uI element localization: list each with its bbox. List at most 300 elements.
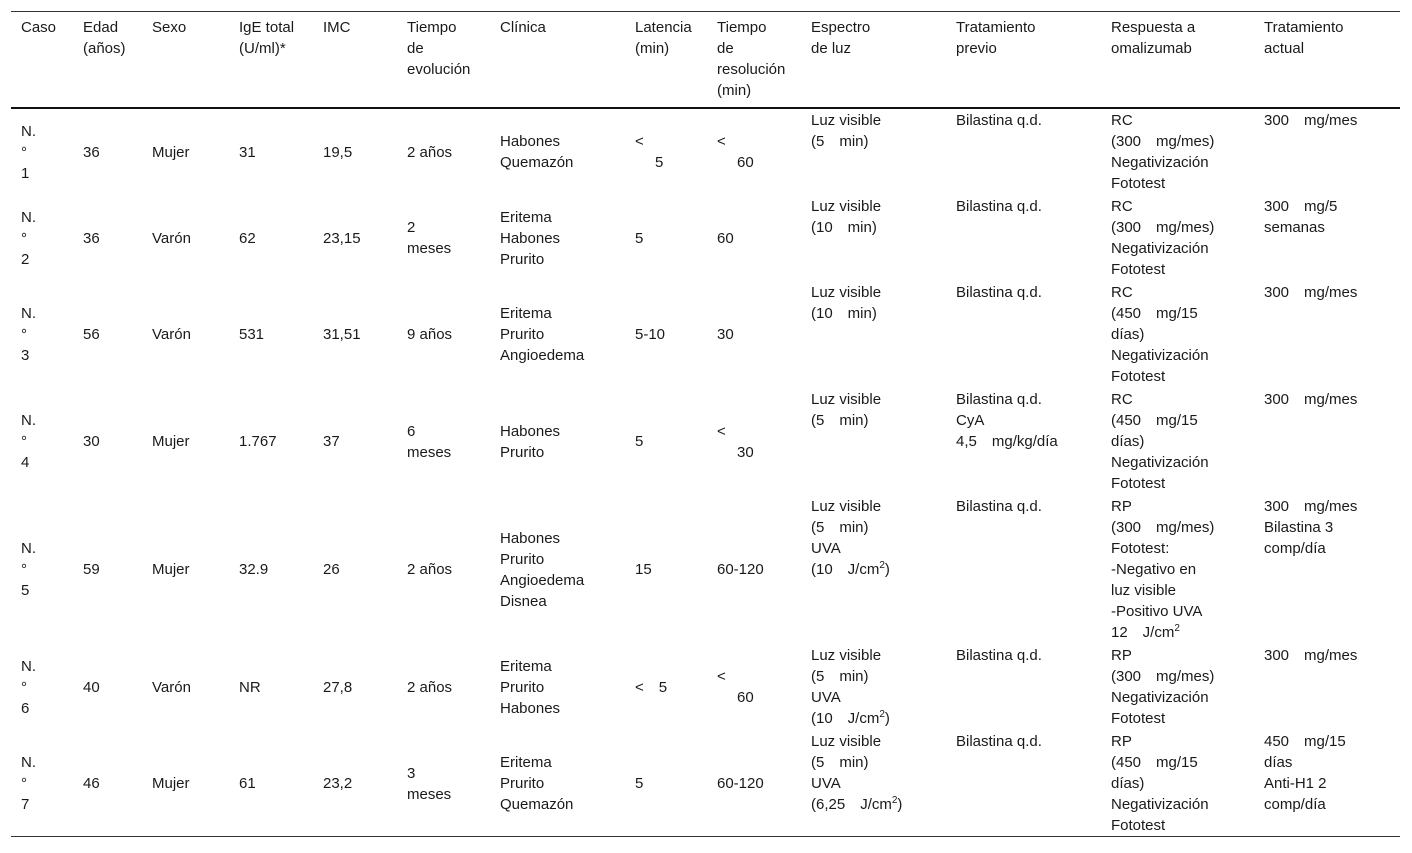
cell-line: RP <box>1111 498 1132 515</box>
cell-line: N. <box>21 657 36 675</box>
cell-line: ° <box>21 143 27 161</box>
cell-line: Fototest <box>1111 817 1166 834</box>
header-tratamiento-actual <box>1254 12 1400 109</box>
cell-line: Eritema <box>500 305 552 322</box>
header-line: (años) <box>83 40 126 57</box>
cell-line: Habones <box>500 529 561 547</box>
cell-resolucion <box>707 388 801 495</box>
cell-line: Bilastina q.d. <box>956 112 1042 129</box>
header-line: Latencia <box>635 19 692 36</box>
cell-line: 12 $J/cm^2$ <box>1111 623 1180 641</box>
header-line: evolución <box>407 61 471 78</box>
cell-line: N. <box>21 305 36 322</box>
cell-ige <box>229 495 313 644</box>
cell-line: Eritema <box>500 657 552 675</box>
cell-edad <box>73 730 142 837</box>
table-row <box>11 495 1400 644</box>
cell-line: Luz visible <box>811 284 882 301</box>
cell-caso <box>11 281 73 388</box>
cell-line: días) <box>1111 775 1145 792</box>
cell-line: Bilastina q.d. <box>956 647 1042 664</box>
header-row <box>11 12 1400 109</box>
cell-line: (10 min) <box>811 219 877 236</box>
cell-sexo <box>142 730 229 837</box>
header-line: de <box>717 40 734 57</box>
cell-caso <box>11 108 73 195</box>
cell-line: (6,25 $J/cm^2$) <box>811 795 903 813</box>
cell-line: comp/día <box>1264 796 1326 813</box>
cell-line: < <box>717 133 726 150</box>
cell-line: RP <box>1111 647 1132 664</box>
cell-resolucion <box>707 730 801 837</box>
cell-line: 2 años <box>407 561 453 578</box>
cell-line: 2 <box>407 219 416 236</box>
cell-line: Negativización <box>1111 689 1209 706</box>
cell-line: Prurito <box>500 678 545 696</box>
cell-latencia <box>625 281 707 388</box>
header-respuesta-omalizumab <box>1101 12 1254 109</box>
cell-line: Angioedema <box>500 571 585 589</box>
cell-previo <box>946 195 1101 281</box>
cell-line: 3 <box>407 764 416 782</box>
cell-line: N. <box>21 122 36 140</box>
cell-resolucion <box>707 108 801 195</box>
cell-actual <box>1254 195 1400 281</box>
cell-line: ° <box>21 433 27 450</box>
cell-latencia <box>625 108 707 195</box>
cell-line: 61 <box>239 775 256 792</box>
cell-line: Prurito <box>500 775 545 792</box>
cell-sexo <box>142 281 229 388</box>
cell-evolucion <box>397 281 490 388</box>
cell-respuesta <box>1101 108 1254 195</box>
cell-line: (450 mg/15 <box>1111 412 1198 429</box>
cell-line: comp/día <box>1264 540 1326 557</box>
cell-evolucion <box>397 388 490 495</box>
cell-line: 27,8 <box>323 678 353 696</box>
cell-line: Negativización <box>1111 154 1209 171</box>
cell-line: Quemazón <box>500 796 574 813</box>
cell-evolucion <box>397 495 490 644</box>
header-line: (U/ml)* <box>239 40 286 57</box>
cell-line: Mujer <box>152 561 190 578</box>
cell-line: Habones <box>500 699 561 717</box>
cell-line: < <box>635 133 644 150</box>
cell-previo <box>946 108 1101 195</box>
cell-latencia <box>625 388 707 495</box>
cell-line: 300 mg/mes <box>1264 284 1358 301</box>
cell-imc <box>313 730 397 837</box>
cell-line: Bilastina q.d. <box>956 284 1042 301</box>
cell-ige <box>229 281 313 388</box>
cell-line: 5 <box>635 775 644 792</box>
cell-line: 23,2 <box>323 775 353 792</box>
cell-line: Luz visible <box>811 391 882 408</box>
table-row <box>11 281 1400 388</box>
cell-line: Eritema <box>500 208 552 226</box>
cell-line: 1.767 <box>239 433 277 450</box>
cell-line: 2 años <box>407 143 453 161</box>
cell-line: 300 mg/mes <box>1264 112 1358 129</box>
cell-respuesta <box>1101 281 1254 388</box>
cell-line: 46 <box>83 775 100 792</box>
header-line: Clínica <box>500 19 546 36</box>
cell-line: 9 años <box>407 326 453 343</box>
cell-line: Negativización <box>1111 347 1209 364</box>
cell-latencia <box>625 495 707 644</box>
cell-actual <box>1254 730 1400 837</box>
cell-line: 30 <box>737 443 754 461</box>
cell-espectro <box>801 281 946 388</box>
cell-line: (450 mg/15 <box>1111 754 1198 771</box>
cell-espectro <box>801 730 946 837</box>
table-row <box>11 108 1400 195</box>
header-line: Edad <box>83 19 119 36</box>
header-tiempo-resolucion <box>707 12 801 109</box>
cell-line: meses <box>407 785 452 803</box>
header-latencia <box>625 12 707 109</box>
cell-line: Luz visible <box>811 498 882 515</box>
cell-line: 6 <box>407 422 416 440</box>
header-line: de <box>407 40 424 57</box>
cell-line: Luz visible <box>811 733 882 750</box>
clinical-cases-table <box>11 11 1400 837</box>
cell-line: < <box>717 668 726 685</box>
header-tratamiento-previo <box>946 12 1101 109</box>
cell-ige <box>229 195 313 281</box>
cell-line: 300 mg/mes <box>1264 647 1358 664</box>
cell-line: (300 mg/mes) <box>1111 668 1215 685</box>
cell-resolucion <box>707 495 801 644</box>
cell-line: Habones <box>500 422 561 440</box>
cell-line: (300 mg/mes) <box>1111 219 1215 236</box>
table-row <box>11 730 1400 837</box>
cell-line: 5-10 <box>635 326 666 343</box>
cell-previo <box>946 388 1101 495</box>
header-line: resolución <box>717 61 786 78</box>
cell-line: 300 mg/mes <box>1264 498 1358 515</box>
cell-previo <box>946 644 1101 730</box>
cell-actual <box>1254 388 1400 495</box>
cell-line: Bilastina q.d. <box>956 733 1042 750</box>
cell-line: días <box>1264 754 1293 771</box>
cell-clinica <box>490 388 625 495</box>
cell-line: Negativización <box>1111 454 1209 471</box>
cell-line: 60 <box>737 154 754 171</box>
cell-line: Fototest <box>1111 475 1166 492</box>
cell-line: 5 <box>655 154 664 171</box>
cell-espectro <box>801 195 946 281</box>
cell-line: 36 <box>83 229 100 247</box>
cell-line: 531 <box>239 326 265 343</box>
cell-line: 4,5 mg/kg/día <box>956 433 1058 450</box>
cell-line: ° <box>21 561 27 578</box>
cell-imc <box>313 495 397 644</box>
cell-clinica <box>490 281 625 388</box>
header-line: Caso <box>21 19 57 36</box>
cell-line: 60-120 <box>717 775 764 792</box>
cell-line: 30 <box>717 326 734 343</box>
cell-edad <box>73 195 142 281</box>
cell-line: (5 min) <box>811 668 869 685</box>
cell-line: 30 <box>83 433 100 450</box>
cell-line: UVA <box>811 775 841 792</box>
cell-sexo <box>142 495 229 644</box>
cell-line: Prurito <box>500 326 545 343</box>
cell-line: (5 min) <box>811 519 869 536</box>
cell-caso <box>11 730 73 837</box>
cell-line: Disnea <box>500 592 547 610</box>
header-line: omalizumab <box>1111 40 1192 57</box>
cell-edad <box>73 388 142 495</box>
cell-line: Bilastina q.d. <box>956 498 1042 515</box>
cell-line: Fototest <box>1111 710 1166 727</box>
cell-caso <box>11 195 73 281</box>
cell-line: 7 <box>21 796 30 813</box>
header-line: de luz <box>811 40 852 57</box>
header-line: IMC <box>323 19 351 36</box>
header-line: (min) <box>635 40 670 57</box>
cell-sexo <box>142 388 229 495</box>
header-sexo <box>142 12 229 109</box>
cell-line: 36 <box>83 143 100 161</box>
cell-line: Luz visible <box>811 112 882 129</box>
cell-clinica <box>490 644 625 730</box>
cell-line: 4 <box>21 454 30 471</box>
cell-caso <box>11 495 73 644</box>
cell-line: Fototest <box>1111 368 1166 385</box>
cell-imc <box>313 195 397 281</box>
cell-line: 2 años <box>407 678 453 696</box>
cell-line: 1 <box>21 164 30 182</box>
header-line: Espectro <box>811 19 871 36</box>
cell-line: Mujer <box>152 433 190 450</box>
header-line: actual <box>1264 40 1305 57</box>
header-ige-total <box>229 12 313 109</box>
cell-line: 60 <box>737 689 754 706</box>
cell-line: Prurito <box>500 443 545 461</box>
cell-actual <box>1254 644 1400 730</box>
cell-respuesta <box>1101 730 1254 837</box>
cell-ige <box>229 730 313 837</box>
header-clinica <box>490 12 625 109</box>
cell-previo <box>946 495 1101 644</box>
cell-line: RP <box>1111 733 1132 750</box>
cell-line: ° <box>21 229 27 247</box>
cell-actual <box>1254 281 1400 388</box>
cell-line: Fototest <box>1111 175 1166 192</box>
cell-line: (5 min) <box>811 754 869 771</box>
cell-line: 19,5 <box>323 143 353 161</box>
cell-latencia <box>625 195 707 281</box>
cell-line: Negativización <box>1111 240 1209 257</box>
cell-line: 26 <box>323 561 340 578</box>
header-caso <box>11 12 73 109</box>
cell-imc <box>313 388 397 495</box>
cell-line: Habones <box>500 133 561 150</box>
cell-imc <box>313 644 397 730</box>
cell-line: (5 min) <box>811 412 869 429</box>
cell-line: 37 <box>323 433 340 450</box>
cell-line: Anti-H1 2 <box>1264 775 1327 792</box>
cell-actual <box>1254 495 1400 644</box>
cell-line: 5 <box>635 229 644 247</box>
cell-line: Mujer <box>152 143 190 161</box>
cell-line: RC <box>1111 112 1133 129</box>
cell-line: UVA <box>811 540 841 557</box>
table-row <box>11 195 1400 281</box>
header-line: Tiempo <box>407 19 457 36</box>
cell-previo <box>946 730 1101 837</box>
cell-line: -Negativo en <box>1111 561 1197 578</box>
cell-line: 300 mg/5 <box>1264 198 1338 215</box>
cell-sexo <box>142 108 229 195</box>
header-line: IgE total <box>239 19 295 36</box>
cell-espectro <box>801 108 946 195</box>
cell-line: 5 <box>21 582 30 599</box>
cell-line: 6 <box>21 699 30 717</box>
header-line: Respuesta a <box>1111 19 1196 36</box>
cell-line: N. <box>21 412 36 429</box>
cell-respuesta <box>1101 195 1254 281</box>
cell-resolucion <box>707 644 801 730</box>
cell-respuesta <box>1101 495 1254 644</box>
header-line: Tratamiento <box>1264 19 1344 36</box>
cell-line: (10 min) <box>811 305 877 322</box>
cell-line: NR <box>239 678 261 696</box>
table-body <box>11 108 1400 837</box>
cell-line: Prurito <box>500 250 545 268</box>
cell-edad <box>73 644 142 730</box>
cell-line: Habones <box>500 229 561 247</box>
cell-line: ° <box>21 775 27 792</box>
cell-latencia <box>625 644 707 730</box>
cell-ige <box>229 388 313 495</box>
cell-line: (10 $J/cm^2$) <box>811 560 890 578</box>
cell-line: CyA <box>956 412 985 429</box>
cell-line: 60 <box>717 229 734 247</box>
cell-actual <box>1254 108 1400 195</box>
cell-line: meses <box>407 443 452 461</box>
cell-line: Negativización <box>1111 796 1209 813</box>
cell-line: Varón <box>152 229 191 247</box>
cell-evolucion <box>397 195 490 281</box>
cell-imc <box>313 108 397 195</box>
cell-ige <box>229 644 313 730</box>
cell-line: RC <box>1111 391 1133 408</box>
cell-line: semanas <box>1264 219 1325 236</box>
cell-line: ° <box>21 326 27 343</box>
cell-clinica <box>490 108 625 195</box>
cell-line: RC <box>1111 284 1133 301</box>
cell-respuesta <box>1101 388 1254 495</box>
cell-line: < <box>717 422 726 440</box>
cell-line: 3 <box>21 347 30 364</box>
cell-line: Bilastina q.d. <box>956 198 1042 215</box>
cell-line: Luz visible <box>811 198 882 215</box>
cell-line: Fototest: <box>1111 540 1170 557</box>
cell-line: 300 mg/mes <box>1264 391 1358 408</box>
header-line: Tratamiento <box>956 19 1036 36</box>
cell-sexo <box>142 195 229 281</box>
cell-line: RC <box>1111 198 1133 215</box>
cell-imc <box>313 281 397 388</box>
table-row <box>11 644 1400 730</box>
cell-sexo <box>142 644 229 730</box>
cell-espectro <box>801 388 946 495</box>
cell-line: Bilastina 3 <box>1264 519 1334 536</box>
cell-line: 40 <box>83 678 100 696</box>
header-tiempo-evolucion <box>397 12 490 109</box>
table-row <box>11 388 1400 495</box>
cell-edad <box>73 281 142 388</box>
cell-line: 60-120 <box>717 561 764 578</box>
cell-ige <box>229 108 313 195</box>
cell-resolucion <box>707 281 801 388</box>
cell-clinica <box>490 730 625 837</box>
cell-line: 62 <box>239 229 256 247</box>
cell-clinica <box>490 495 625 644</box>
cell-line: N. <box>21 754 36 771</box>
cell-line: (300 mg/mes) <box>1111 133 1215 150</box>
cell-previo <box>946 281 1101 388</box>
cell-clinica <box>490 195 625 281</box>
cell-line: meses <box>407 240 452 257</box>
cell-line: Quemazón <box>500 154 574 171</box>
cell-line: Bilastina q.d. <box>956 391 1042 408</box>
cell-line: -Positivo UVA <box>1111 603 1203 620</box>
cell-line: Angioedema <box>500 347 585 364</box>
cell-line: 31 <box>239 143 256 161</box>
cell-line: Varón <box>152 326 191 343</box>
header-line: Sexo <box>152 19 187 36</box>
cell-line: Fototest <box>1111 261 1166 278</box>
cell-evolucion <box>397 730 490 837</box>
cell-line: N. <box>21 540 36 557</box>
header-edad <box>73 12 142 109</box>
header-line: Tiempo <box>717 19 767 36</box>
cell-line: 2 <box>21 250 30 268</box>
cell-line: Eritema <box>500 754 552 771</box>
cell-line: Luz visible <box>811 647 882 664</box>
cell-latencia <box>625 730 707 837</box>
cell-caso <box>11 388 73 495</box>
header-line: (min) <box>717 82 752 99</box>
cell-espectro <box>801 644 946 730</box>
cell-line: 5 <box>635 433 644 450</box>
cell-line: (10 $J/cm^2$) <box>811 709 890 727</box>
cell-line: < 5 <box>635 678 668 696</box>
cell-espectro <box>801 495 946 644</box>
cell-edad <box>73 495 142 644</box>
cell-line: 450 mg/15 <box>1264 733 1346 750</box>
cell-line: 15 <box>635 561 652 578</box>
cell-line: 23,15 <box>323 229 361 247</box>
cell-line: días) <box>1111 433 1145 450</box>
cell-line: ° <box>21 678 27 696</box>
cell-line: 59 <box>83 561 100 578</box>
cell-line: Mujer <box>152 775 190 792</box>
cell-resolucion <box>707 195 801 281</box>
cell-line: (300 mg/mes) <box>1111 519 1215 536</box>
cell-evolucion <box>397 644 490 730</box>
header-line: previo <box>956 40 997 57</box>
cell-edad <box>73 108 142 195</box>
cell-line: luz visible <box>1111 582 1177 599</box>
cell-line: 56 <box>83 326 100 343</box>
cell-evolucion <box>397 108 490 195</box>
cell-line: Prurito <box>500 550 545 568</box>
